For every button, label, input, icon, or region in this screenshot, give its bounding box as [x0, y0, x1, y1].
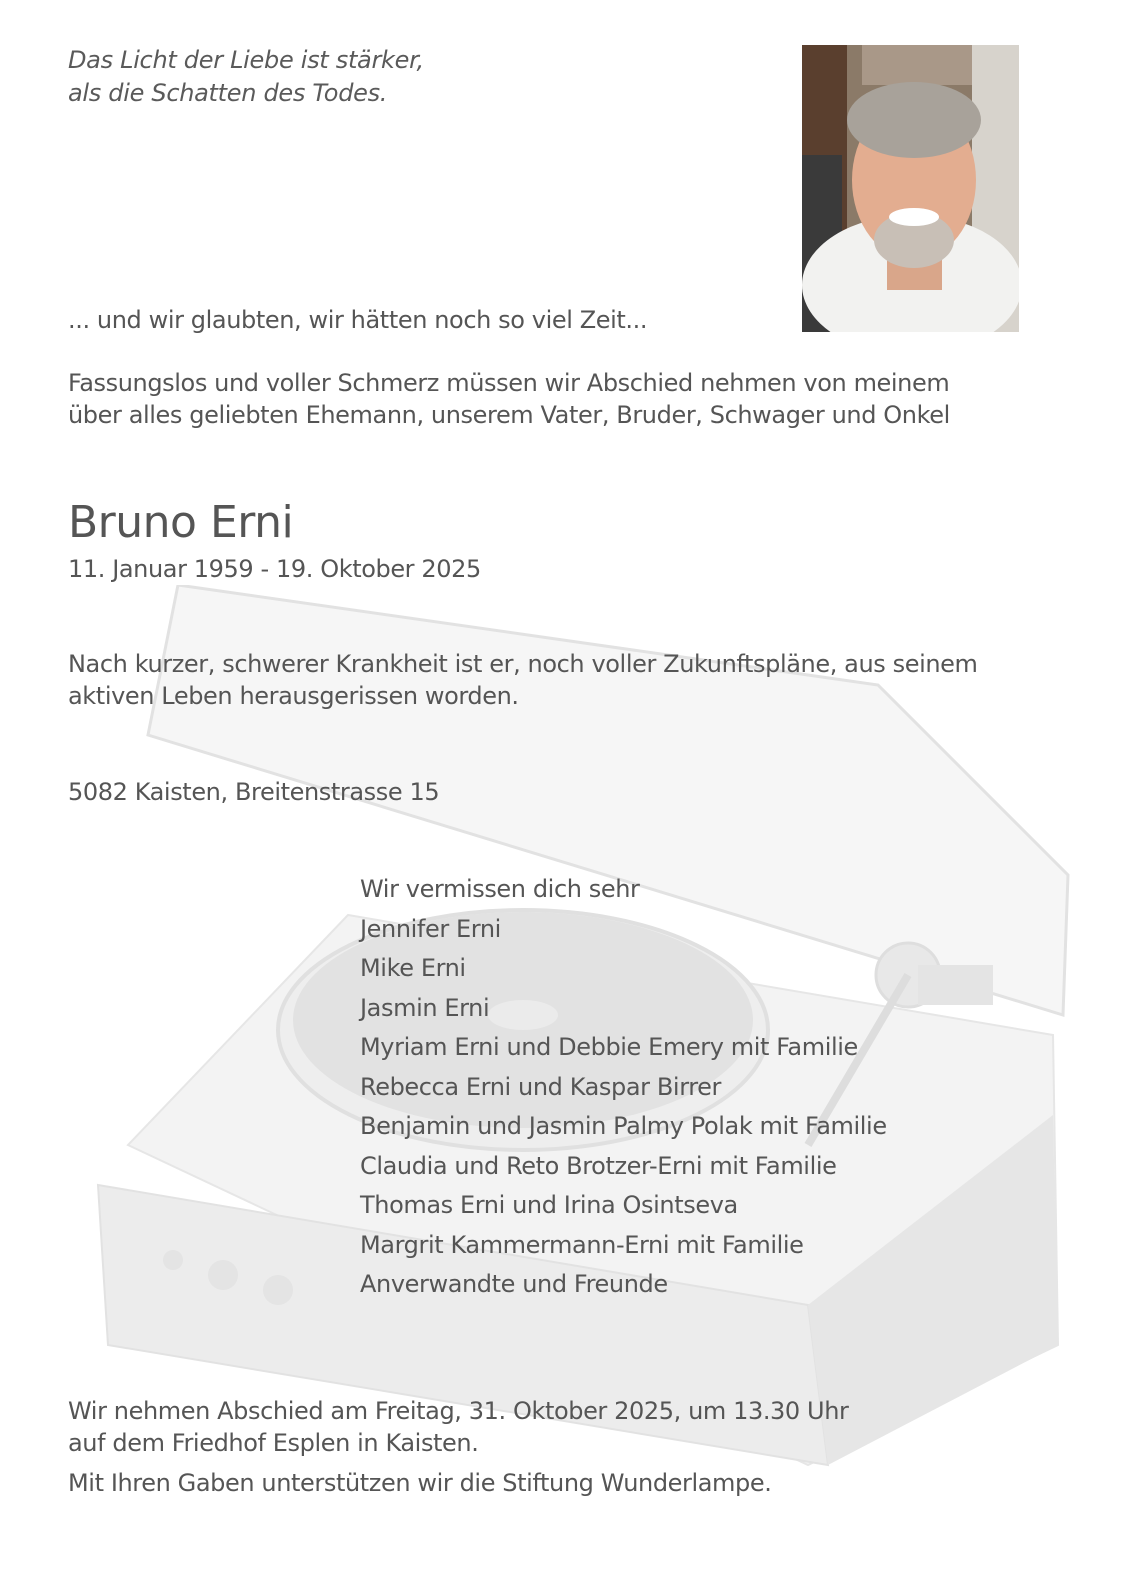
illness-line-2: aktiven Leben herausgerissen worden. — [68, 682, 519, 710]
list-item: Anverwandte und Freunde — [360, 1270, 668, 1298]
list-item: Myriam Erni und Debbie Emery mit Familie — [360, 1033, 858, 1061]
announcement-text — [68, 367, 950, 431]
list-item: Benjamin und Jasmin Palmy Polak mit Familie — [360, 1112, 887, 1140]
deceased-name: Bruno Erni — [68, 497, 294, 548]
ceremony-text — [68, 1395, 848, 1459]
list-item: Wir vermissen dich sehr — [360, 875, 640, 903]
life-dates: 11. Januar 1959 - 19. Oktober 2025 — [68, 555, 481, 583]
mourners-list — [360, 870, 887, 1305]
illness-text — [68, 648, 978, 712]
ceremony-line-2: auf dem Friedhof Esplen in Kaisten. — [68, 1429, 479, 1457]
list-item: Margrit Kammermann-Erni mit Familie — [360, 1230, 804, 1259]
address-text: 5082 Kaisten, Breitenstrasse 15 — [68, 778, 440, 806]
announcement-line-1: Fassungslos und voller Schmerz müssen wir Abschied nehmen von meinem — [68, 369, 950, 397]
list-item: Jasmin Erni — [360, 993, 490, 1022]
list-item: Jennifer Erni — [360, 914, 501, 943]
motto-line-1: Das Licht der Liebe ist stärker, — [68, 46, 424, 74]
announcement-line-2: über alles geliebten Ehemann, unserem Vater, Bruder, Schwager und Onkel — [68, 401, 950, 429]
list-item: Claudia und Reto Brotzer-Erni mit Familie — [360, 1151, 837, 1180]
intro-text: ... und wir glaubten, wir hätten noch so viel Zeit... — [68, 306, 648, 334]
portrait-photo — [802, 45, 1019, 332]
list-item: Thomas Erni und Irina Osintseva — [360, 1191, 738, 1219]
list-item: Rebecca Erni und Kaspar Birrer — [360, 1072, 722, 1101]
motto-line-2: als die Schatten des Todes. — [68, 79, 388, 107]
list-item: Mike Erni — [360, 954, 466, 982]
illness-line-1: Nach kurzer, schwerer Krankheit ist er, noch voller Zukunftspläne, aus seinem — [68, 650, 978, 678]
donation-text: Mit Ihren Gaben unterstützen wir die Stiftung Wunderlampe. — [68, 1469, 772, 1497]
motto-quote — [68, 44, 424, 110]
portrait-image — [802, 45, 1019, 332]
ceremony-line-1: Wir nehmen Abschied am Freitag, 31. Oktober 2025, um 13.30 Uhr — [68, 1397, 849, 1425]
